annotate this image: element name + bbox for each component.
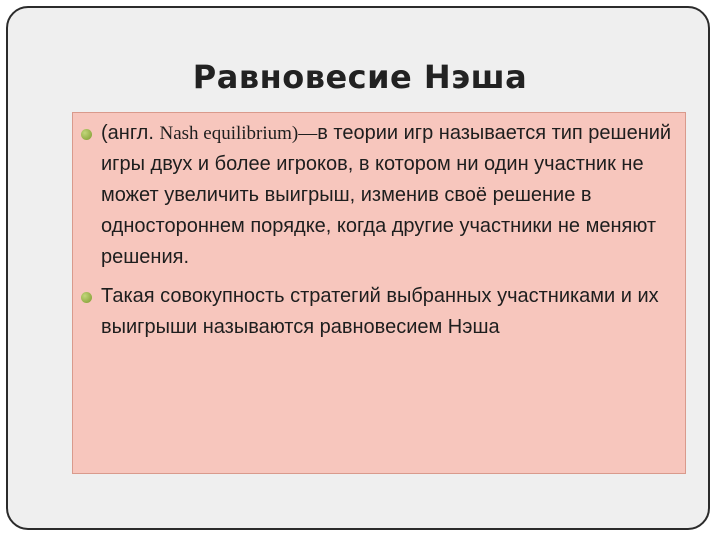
bullet-item-definition: [80, 118, 680, 273]
bullet-text: в теории игр называется тип решений игры двух и более игроков, в котором ни один участник не может увеличить выигрыш, изменив своё решение в одностороннем порядке, когда другие участники не меняют решения.: [101, 122, 672, 268]
bullet-item-summary: [80, 281, 680, 343]
em-dash: —: [298, 123, 318, 144]
bullet-text: Такая совокупность стратегий выбранных участниками и их выигрыши называются равновесием Нэша: [101, 285, 659, 338]
bullet-dot-icon: [81, 292, 92, 303]
bullet-dot-icon: [81, 129, 92, 140]
slide-title: Равновесие Нэша: [192, 58, 528, 96]
bullet-prefix: (англ.: [101, 122, 160, 144]
english-term: Nash equilibrium): [159, 123, 299, 144]
